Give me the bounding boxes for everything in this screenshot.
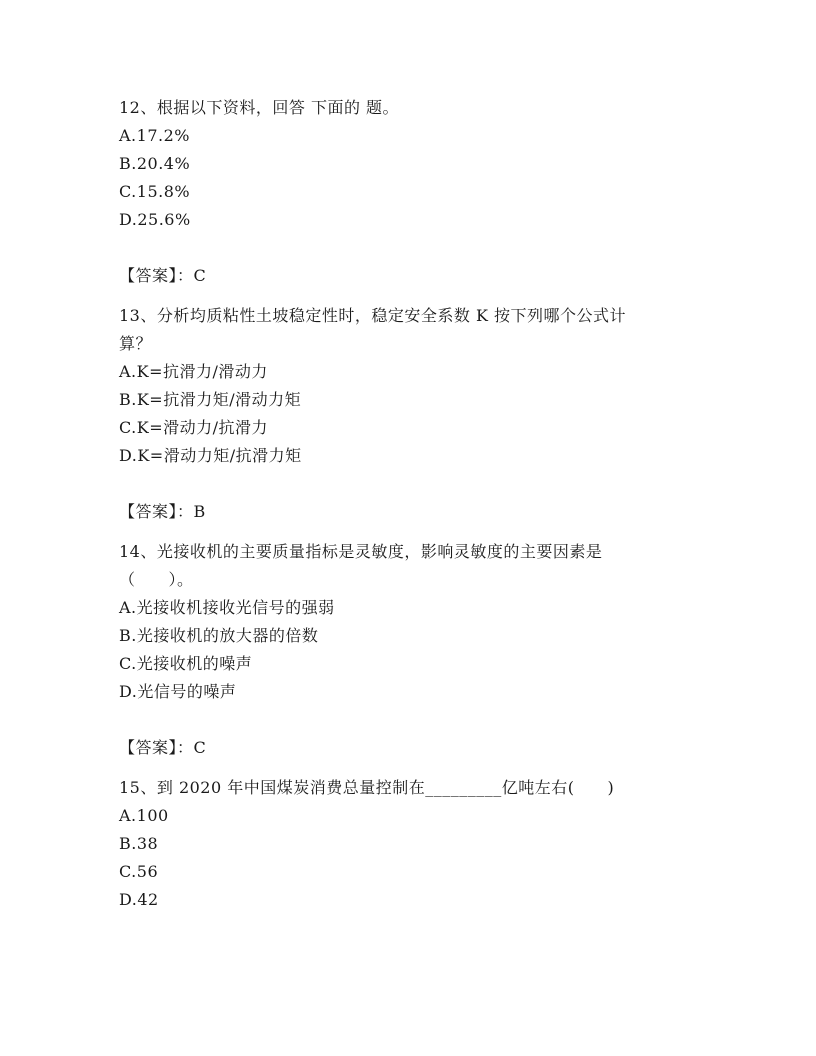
question-12-option-a: A.17.2% — [119, 126, 190, 145]
question-14-option-c: C.光接收机的噪声 — [119, 654, 253, 673]
question-15-option-a: A.100 — [119, 806, 169, 825]
question-13-answer: 【答案】：B — [119, 502, 206, 521]
question-12-stem: 12、根据以下资料，回答 下面的 题。 — [119, 98, 400, 117]
question-12-option-b: B.20.4% — [119, 154, 191, 173]
question-14-option-d: D.光信号的噪声 — [119, 682, 237, 701]
question-13-stem-line-1: 13、分析均质粘性土坡稳定性时，稳定安全系数 K 按下列哪个公式计 — [119, 306, 626, 325]
question-14-answer: 【答案】：C — [119, 738, 207, 757]
question-14-option-b: B.光接收机的放大器的倍数 — [119, 626, 319, 645]
question-15-option-d: D.42 — [119, 890, 159, 909]
question-13-option-b: B.K=抗滑力矩/滑动力矩 — [119, 390, 302, 409]
question-14-stem-line-2: （ ）。 — [119, 570, 194, 589]
question-13-option-a: A.K=抗滑力/滑动力 — [119, 362, 268, 381]
question-14-stem-line-1: 14、光接收机的主要质量指标是灵敏度，影响灵敏度的主要因素是 — [119, 542, 603, 561]
question-12-answer: 【答案】：C — [119, 266, 207, 285]
question-14-option-a: A.光接收机接收光信号的强弱 — [119, 598, 335, 617]
question-15-stem: 15、到 2020 年中国煤炭消费总量控制在_________亿吨左右( ) — [119, 778, 615, 797]
question-13-stem-line-2: 算？ — [119, 334, 153, 353]
question-15-option-c: C.56 — [119, 862, 159, 881]
question-12-option-d: D.25.6% — [119, 210, 191, 229]
question-15-option-b: B.38 — [119, 834, 159, 853]
question-13-option-c: C.K=滑动力/抗滑力 — [119, 418, 269, 437]
question-13-option-d: D.K=滑动力矩/抗滑力矩 — [119, 446, 302, 465]
question-12-option-c: C.15.8% — [119, 182, 191, 201]
